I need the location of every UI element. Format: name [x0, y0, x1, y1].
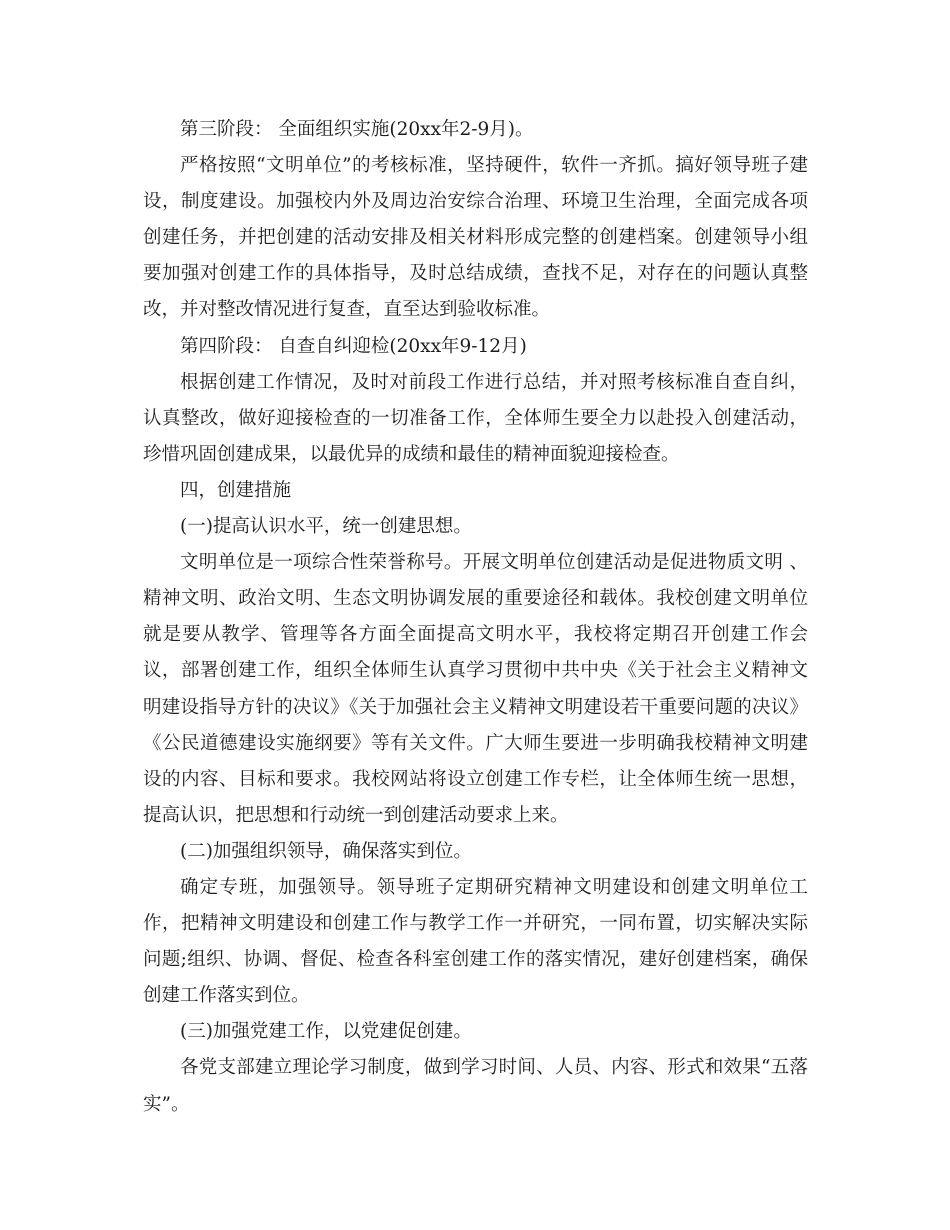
subheading-two: (二)加强组织领导，确保落实到位。: [180, 840, 472, 862]
document-body: [143, 112, 808, 1123]
paragraph-measure-one: 文明单位是一项综合性荣誉称号。开展文明单位创建活动是促进物质文明 、精神文明、政治文明、生态文明协调发展的重要途径和载体。我校创建文明单位就是要从教学、管理等各方面全面提高文明水平，我校将定期召开创建工作会议，部署创建工作，组织全体师生认真学习贯彻中共中央《关于社会主义精神文明建设指导方针的决议》《关于加强社会主义精神文明建设若干重要问题的决议》《公民道德建设实施纲要》等有关文件。广大师生要进一步明确我校精神文明建设的内容、目标和要求。我校网站将设立创建工作专栏，让全体师生统一思想，提高认识，把思想和行动统一到创建活动要求上来。: [143, 552, 808, 826]
paragraph-measure-three: 各党支部建立理论学习制度，做到学习时间、人员、内容、形式和效果“五落实”。: [143, 1057, 808, 1115]
paragraph-stage-three-heading: 第三阶段： 全面组织实施(20xx年2-9月)。: [180, 119, 534, 140]
subheading-three: (三)加强党建工作，以党建促创建。: [180, 1021, 472, 1043]
paragraph-stage-four-body: 根据创建工作情况，及时对前段工作进行总结，并对照考核标准自查自纠，认真整改，做好迎接检查的一切准备工作，全体师生要全力以赴投入创建活动，珍惜巩固创建成果，以最优异的成绩和最佳的精神面貌迎接检查。: [143, 371, 808, 465]
paragraph-stage-four-heading: 第四阶段： 自查自纠迎检(20xx年9-12月): [180, 335, 527, 357]
subheading-one: (一)提高认识水平，统一创建思想。: [180, 516, 472, 538]
paragraph-stage-three-body: 严格按照“文明单位”的考核标准，坚持硬件，软件一齐抓。搞好领导班子建设，制度建设。加强校内外及周边治安综合治理、环境卫生治理，全面完成各项创建任务，并把创建的活动安排及相关材料形成完整的创建档案。创建领导小组要加强对创建工作的具体指导，及时总结成绩，查找不足，对存在的问题认真整改，并对整改情况进行复查，直至达到验收标准。: [143, 155, 808, 321]
section-heading-measures: 四，创建措施: [180, 479, 292, 501]
paragraph-measure-two: 确定专班，加强领导。领导班子定期研究精神文明建设和创建文明单位工作，把精神文明建设和创建工作与教学工作一并研究，一同布置，切实解决实际问题;组织、协调、督促、检查各科室创建工作的落实情况，建好创建档案，确保创建工作落实到位。: [143, 876, 808, 1007]
